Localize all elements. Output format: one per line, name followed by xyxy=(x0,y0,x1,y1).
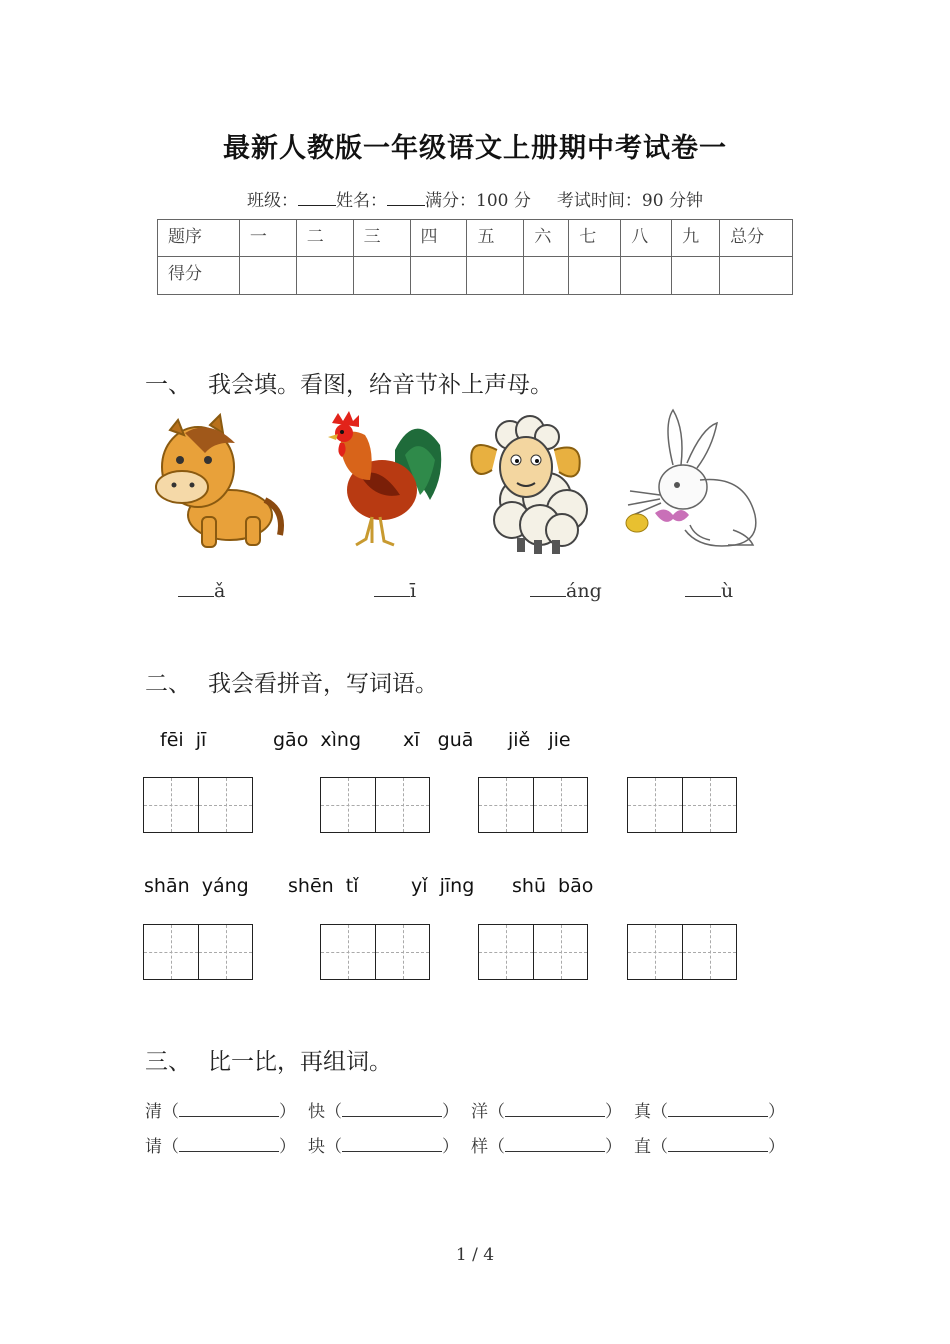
section1-number: 一、 xyxy=(145,372,191,398)
score-cell[interactable] xyxy=(239,257,296,295)
horse-image xyxy=(150,405,285,555)
rooster-image xyxy=(320,405,445,555)
section2-number: 二、 xyxy=(145,671,191,697)
score-cell[interactable] xyxy=(672,257,720,295)
header-cell: 二 xyxy=(296,220,353,257)
score-cell[interactable] xyxy=(467,257,524,295)
exam-time-label: 考试时间：90 分钟 xyxy=(556,191,703,211)
score-cell[interactable] xyxy=(353,257,410,295)
header-cell: 总分 xyxy=(720,220,793,257)
header-cell: 题序 xyxy=(158,220,240,257)
score-cell[interactable] xyxy=(621,257,672,295)
class-blank[interactable] xyxy=(298,191,336,206)
name-label: 姓名： xyxy=(336,191,388,211)
section1-heading xyxy=(145,366,553,399)
section3-heading xyxy=(145,1043,392,1076)
pinyin-label: yǐ jīng xyxy=(411,875,475,897)
header-cell: 九 xyxy=(672,220,720,257)
pinyin-label: xī guā xyxy=(403,729,474,751)
compare-row xyxy=(145,1097,797,1122)
sheep-image xyxy=(462,405,597,555)
writing-grid[interactable] xyxy=(143,924,253,980)
pinyin-label: jiě jie xyxy=(508,729,571,751)
syllable-blank[interactable]: ī xyxy=(374,580,416,602)
header-cell: 六 xyxy=(524,220,569,257)
writing-grid[interactable] xyxy=(143,777,253,833)
row-label-cell: 得分 xyxy=(158,257,240,295)
header-cell: 七 xyxy=(569,220,621,257)
score-value-row xyxy=(158,257,793,295)
writing-grid[interactable] xyxy=(478,777,588,833)
name-blank[interactable] xyxy=(387,191,425,206)
compare-item[interactable]: 块（ ） xyxy=(308,1137,459,1157)
writing-grid[interactable] xyxy=(627,777,737,833)
score-cell[interactable] xyxy=(720,257,793,295)
score-cell[interactable] xyxy=(410,257,467,295)
score-cell[interactable] xyxy=(296,257,353,295)
section1-title: 我会填。看图，给音节补上声母。 xyxy=(208,372,553,398)
score-header-row xyxy=(158,220,793,257)
syllable-blank[interactable]: ǎ xyxy=(178,580,225,602)
section3-number: 三、 xyxy=(145,1049,191,1075)
section2-title: 我会看拼音，写词语。 xyxy=(208,671,438,697)
compare-item[interactable]: 清（ ） xyxy=(145,1102,296,1122)
writing-grid[interactable] xyxy=(478,924,588,980)
header-cell: 五 xyxy=(467,220,524,257)
compare-item[interactable]: 样（ ） xyxy=(471,1137,622,1157)
score-table xyxy=(157,219,793,295)
score-cell[interactable] xyxy=(569,257,621,295)
compare-item[interactable]: 直（ ） xyxy=(634,1137,785,1157)
pinyin-label: gāo xìng xyxy=(273,729,362,751)
writing-grid[interactable] xyxy=(320,924,430,980)
pinyin-label: shū bāo xyxy=(512,875,594,897)
writing-grid[interactable] xyxy=(627,924,737,980)
page-number: 1 / 4 xyxy=(455,1245,495,1265)
header-cell: 四 xyxy=(410,220,467,257)
header-cell: 三 xyxy=(353,220,410,257)
pinyin-label: shēn tǐ xyxy=(288,875,359,897)
pinyin-label: shān yáng xyxy=(144,875,249,897)
section3-title: 比一比，再组词。 xyxy=(208,1049,392,1075)
header-cell: 八 xyxy=(621,220,672,257)
syllable-blank[interactable]: ù xyxy=(685,580,733,602)
header-cell: 一 xyxy=(239,220,296,257)
syllable-blank[interactable]: áng xyxy=(530,580,602,602)
score-cell[interactable] xyxy=(524,257,569,295)
compare-item[interactable]: 快（ ） xyxy=(308,1102,459,1122)
exam-meta xyxy=(0,186,950,211)
compare-row xyxy=(145,1132,797,1157)
class-label: 班级： xyxy=(247,191,299,211)
compare-item[interactable]: 请（ ） xyxy=(145,1137,296,1157)
rabbit-image xyxy=(615,405,765,555)
writing-grid[interactable] xyxy=(320,777,430,833)
document-title: 最新人教版一年级语文上册期中考试卷一 xyxy=(223,133,727,164)
compare-item[interactable]: 洋（ ） xyxy=(471,1102,622,1122)
compare-item[interactable]: 真（ ） xyxy=(634,1102,785,1122)
full-score-label: 满分：100 分 xyxy=(425,191,531,211)
pinyin-label: fēi jī xyxy=(160,729,207,751)
section2-heading xyxy=(145,665,438,698)
